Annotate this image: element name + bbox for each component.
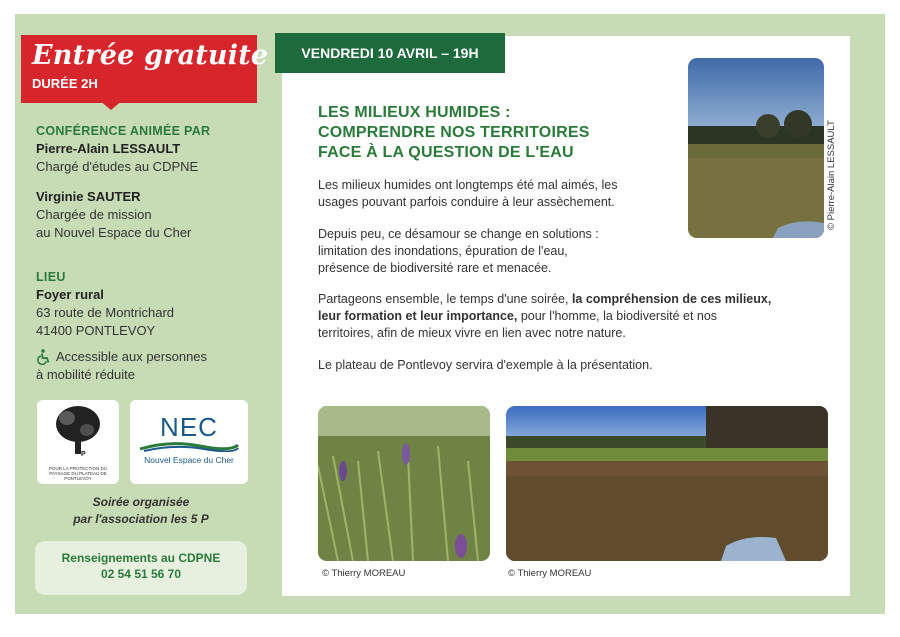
event-title <box>318 103 590 163</box>
location-name: Foyer rural <box>36 287 104 302</box>
para2-line2: limitation des inondations, épuration de l'eau, <box>318 244 568 258</box>
para1-line1: Les milieux humides ont longtemps été mal aimés, les <box>318 178 618 192</box>
accessibility-block <box>36 348 207 384</box>
para3-middle: pour l'homme, la biodiversité et nos <box>517 309 718 323</box>
nec-logo-name: Nouvel Espace du Cher <box>144 455 234 465</box>
accessibility-line2: à mobilité réduite <box>36 367 135 382</box>
speakers-block <box>36 122 210 242</box>
para3-bold1: la compréhension de ces milieux, <box>571 292 772 306</box>
organiser-line1: Soirée organisée <box>92 495 190 509</box>
info-phone: 02 54 51 56 70 <box>100 567 182 581</box>
speaker2-name: Virginie SAUTER <box>36 189 141 204</box>
title-line3: FACE À LA QUESTION DE L'EAU <box>318 144 574 161</box>
photo-credit-top: © Pierre-Alain LESSAULT <box>826 120 837 230</box>
5p-logo-caption: POUR LA PROTECTION DU PAYSAGE DU PLATEAU DE PONTLEVOY <box>48 466 107 481</box>
para1-line2: usages pouvant parfois conduire à leur assèchement. <box>318 195 615 209</box>
location-block <box>36 268 174 340</box>
banner-duration: DURÉE 2H <box>32 76 98 91</box>
paragraph-4: Le plateau de Pontlevoy servira d'exemple à la présentation. <box>318 358 653 372</box>
location-heading: LIEU <box>36 270 66 284</box>
location-address2: 41400 PONTLEVOY <box>36 323 156 338</box>
title-line1: LES MILIEUX HUMIDES : <box>318 104 511 121</box>
tree-icon <box>37 402 119 462</box>
para2-line3: présence de biodiversité rare et menacée. <box>318 261 552 275</box>
organiser-line2: par l'association les 5 P <box>73 512 209 526</box>
title-line2: COMPRENDRE NOS TERRITOIRES <box>318 124 590 141</box>
river-wave-icon <box>130 440 248 452</box>
wheelchair-icon <box>36 349 52 365</box>
svg-text:5: 5 <box>71 451 75 458</box>
para3-end: territoires, afin de mieux vivre en lien avec notre nature. <box>318 326 626 340</box>
date-tag: VENDREDI 10 AVRIL – 19H <box>275 33 505 73</box>
speaker1-role: Chargé d'études au CDPNE <box>36 159 199 174</box>
banner-tail <box>99 100 123 110</box>
para3-bold2: leur formation et leur importance, <box>318 309 518 323</box>
location-address1: 63 route de Montrichard <box>36 305 175 320</box>
conference-heading: CONFÉRENCE ANIMÉE PAR <box>36 124 211 138</box>
info-box <box>35 541 247 595</box>
organiser-block <box>35 494 247 528</box>
paragraph-1 <box>318 177 617 211</box>
photo-credit-right: © Thierry MOREAU <box>508 568 592 579</box>
para2-line1: Depuis peu, ce désamour se change en solutions : <box>318 227 599 241</box>
nec-logo-box <box>130 400 248 484</box>
paragraph-3 <box>318 291 828 342</box>
para3-intro: Partageons ensemble, le temps d'une soirée, <box>318 292 572 306</box>
svg-text:P: P <box>81 451 86 458</box>
photo-wetland <box>506 406 828 561</box>
photo-flowers <box>318 406 490 561</box>
accessibility-line1: Accessible aux personnes <box>56 349 208 364</box>
info-label: Renseignements au CDPNE <box>61 551 221 565</box>
speaker1-name: Pierre-Alain LESSAULT <box>36 141 181 156</box>
banner-title: Entrée gratuite <box>32 40 269 71</box>
5p-logo-box <box>37 400 119 484</box>
speaker2-role-line2: au Nouvel Espace du Cher <box>36 225 192 240</box>
photo-credit-left: © Thierry MOREAU <box>322 568 406 579</box>
speaker2-role-line1: Chargée de mission <box>36 207 152 222</box>
nec-logo-acronym: NEC <box>160 412 218 442</box>
photo-meadow <box>688 58 824 238</box>
paragraph-2 <box>318 226 599 277</box>
